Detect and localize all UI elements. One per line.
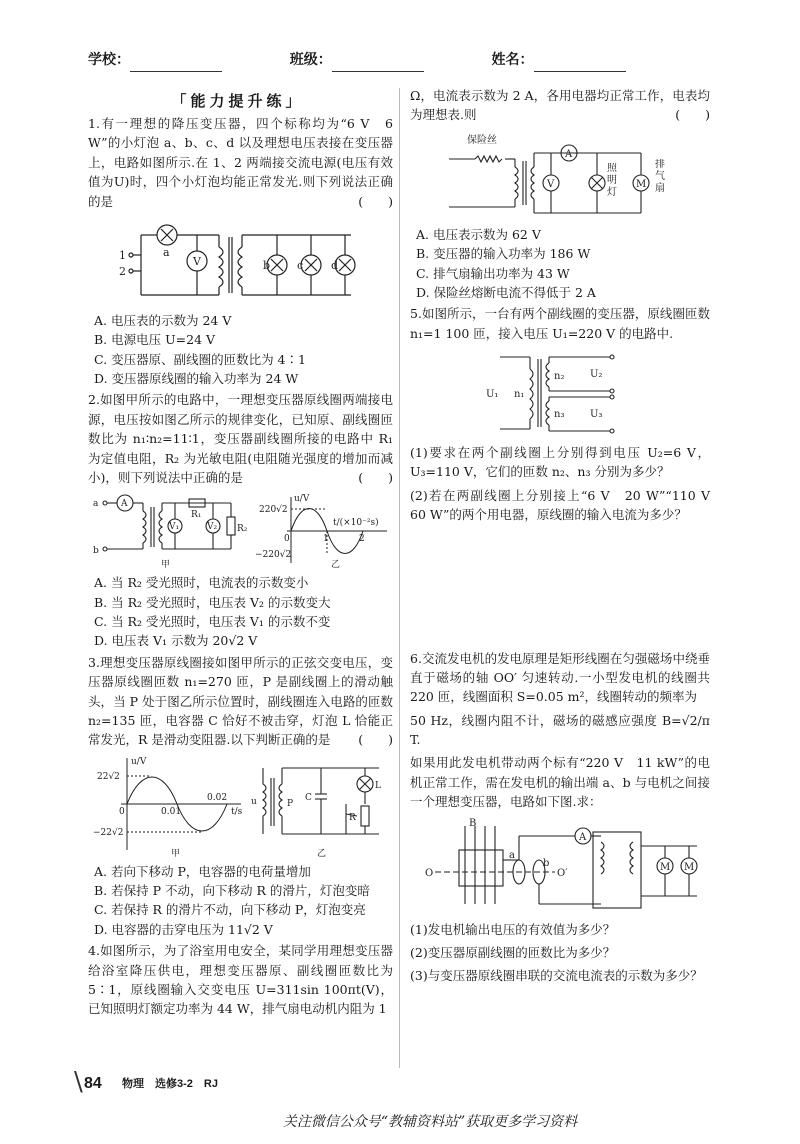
q2-tick-2: 2 — [358, 534, 365, 545]
q3-tick-2: 0.02 — [206, 792, 227, 803]
q2-origin: 0 — [283, 534, 290, 545]
q2-label-v1: V₁ — [168, 522, 179, 533]
q3-axis-x: t/s — [230, 806, 242, 817]
q1-terminal-2: 2 — [118, 264, 126, 278]
q2-caption-yi: 乙 — [330, 560, 340, 570]
footer-slash-decoration: \ — [74, 1067, 83, 1097]
q1-label-d: d — [330, 258, 338, 272]
q6-subquestion-3: (3)与变压器原线圈串联的交流电流表的示数为多少？ — [410, 968, 703, 984]
q4-label-fan: 排气扇 — [655, 158, 665, 194]
q2-label-v2: V₂ — [206, 522, 217, 533]
q2-option-a[interactable]: A. 当 R₂ 受光照时，电流表的示数变小 — [94, 575, 309, 591]
q5-answer-space[interactable] — [410, 529, 710, 649]
q5-subquestion-1: (1)要求在两个副线圈上分别得到电压 U₂=6 V，U₃=110 V，它们的匝数 n₂、n₃ 分别为多少？ — [410, 445, 710, 480]
question-6 — [410, 649, 710, 986]
question-1 — [88, 114, 393, 388]
q4-label-V: V — [547, 178, 555, 190]
class-label: 班级： — [289, 52, 332, 68]
name-label: 姓名： — [491, 52, 534, 68]
q1-answer-paren[interactable]: ( ) — [358, 193, 393, 209]
q2-caption-jia: 甲 — [160, 560, 170, 570]
q2-label-r1: R₁ — [190, 510, 201, 521]
q3-figure — [91, 754, 391, 858]
q4-answer-paren[interactable]: ( ) — [675, 107, 710, 123]
q6-label-O-prime: O′ — [557, 867, 568, 879]
q2-option-c[interactable]: C. 当 R₂ 受光照时，电压表 V₁ 的示数不变 — [94, 614, 331, 629]
q1-option-a[interactable]: A. 电压表的示数为 24 V — [94, 312, 232, 328]
q3-text: 3.理想变压器原线圈接如图甲所示的正弦交变电压，变压器原线圈匝数 n₁=270 匝，P 是副线圈上的滑动触头，当 P 处于图乙所示位置时，副线圈连入电路的匝数 n₂=135 匝，电容器 C 恰好不被击穿，灯泡 L 恰能正常发光，R 是滑动变阻器.以下判断正确的是 — [88, 654, 393, 748]
q4-label-lamp: 照明灯 — [607, 162, 617, 198]
q2-answer-paren[interactable]: ( ) — [358, 469, 393, 485]
q2-axis-y: u/V — [293, 494, 309, 505]
q1-label-v: V — [192, 254, 201, 268]
q5-label-u3: U₃ — [590, 409, 603, 420]
q1-label-c: c — [296, 258, 303, 272]
q6-label-b: b — [543, 857, 550, 869]
q4-label-fuse: 保险丝 — [467, 134, 497, 146]
q5-subquestion-2: (2)若在两副线圈上分别接上“6 V 20 W”“110 V 60 W”的两个用电器，原线圈的输入电流为多少？ — [410, 487, 723, 523]
q3-caption-jia: 甲 — [170, 848, 180, 858]
q4-option-b[interactable]: B. 变压器的输入功率为 186 W — [416, 246, 591, 262]
q2-axis-x: t/(×10⁻²s) — [332, 518, 379, 529]
q6-label-M2: M — [684, 861, 695, 873]
q1-option-d[interactable]: D. 变压器原线圈的输入功率为 24 W — [94, 371, 299, 386]
q2-tick-1: 1 — [322, 534, 329, 545]
q5-label-u1: U₁ — [486, 389, 499, 400]
q2-label-r2: R₂ — [236, 524, 247, 535]
q4-option-a[interactable]: A. 电压表示数为 62 V — [416, 226, 541, 242]
q3-option-a[interactable]: A. 若向下移动 P，电容器的电荷量增加 — [94, 863, 311, 879]
q2-figure — [91, 491, 391, 569]
student-info-header — [88, 50, 728, 74]
question-4-start — [88, 941, 393, 1019]
q5-label-n3: n₃ — [554, 409, 565, 420]
q2-option-b[interactable]: B. 当 R₂ 受光照时，电压表 V₂ 的示数变大 — [94, 594, 331, 610]
column-divider — [399, 88, 400, 1068]
q1-option-b[interactable]: B. 电源电压 U=24 V — [94, 332, 216, 348]
name-blank[interactable] — [534, 55, 626, 72]
question-3 — [88, 653, 393, 939]
q6-label-B: B — [469, 817, 477, 829]
q3-label-l: L — [374, 780, 381, 791]
q3-ymin: −22√2 — [92, 827, 123, 838]
q2-voltage-graph — [287, 497, 387, 563]
q1-terminal-1: 1 — [118, 248, 126, 262]
q6-generator-figure — [415, 816, 705, 916]
right-column — [410, 86, 723, 990]
q3-tick-1: 0.01 — [160, 806, 181, 817]
q2-text: 2.如图甲所示的电路中，一理想变压器原线圈两端接电源，电压按如图乙所示的规律变化，已知原、副线圈匝数比为 n₁∶n₂=11∶1，变压器副线圈所接的电路中 R₁ 为定值电阻，R₂ 为光敏电阻(电阻随光强度的增加而减小)，则下列说法中正确的是 — [88, 392, 393, 485]
left-column — [88, 114, 393, 1023]
q3-axis-y: u/V — [130, 756, 146, 767]
handwritten-footnote: 关注微信公众号“教辅资料站”获取更多学习资料 — [282, 1114, 578, 1130]
subject-label: 物理 选修3-2 RJ — [122, 1078, 218, 1090]
q3-label-c: C — [304, 792, 312, 803]
question-4-cont — [410, 86, 710, 302]
q2-ymin: −220√2 — [254, 550, 291, 561]
q2-ymax: 220√2 — [258, 505, 288, 516]
q3-label-r: R — [348, 812, 356, 823]
q6-label-M1: M — [660, 861, 671, 873]
q5-transformer-figure — [480, 347, 640, 439]
q6-text-1: 6.交流发电机的发电原理是矩形线圈在匀强磁场中绕垂直于磁场的轴 OO′ 匀速转动.一小型发电机的线圈共 220 匝，线圈面积 S=0.05 m²，线圈转动的频率为 — [410, 650, 710, 705]
q2-label-A: A — [120, 499, 127, 510]
q3-option-c[interactable]: C. 若保持 R 的滑片不动，向下移动 P，灯泡变亮 — [94, 902, 366, 918]
q3-ymax: 22√2 — [96, 771, 120, 782]
q4-option-c[interactable]: C. 排气扇输出功率为 43 W — [416, 265, 570, 281]
q4-text-right: Ω，电流表示数为 2 A，各用电器均正常工作，电表均为理想表.则 — [410, 88, 710, 123]
class-blank[interactable] — [332, 55, 424, 72]
q1-circuit-figure — [111, 215, 371, 307]
question-2 — [88, 390, 393, 650]
q3-option-d[interactable]: D. 电容器的击穿电压为 11√2 V — [94, 921, 273, 937]
q2-label-b: b — [92, 546, 99, 557]
q4-text-left: 4.如图所示，为了浴室用电安全，某同学用理想变压器给浴室降压供电，理想变压器原、副线圈匝数比为 5∶1，原线圈输入交变电压 U=311sin 100πt(V)，已知照明灯额定功率为 44 W，排气扇电动机内阻为 1 — [88, 943, 393, 1017]
school-label: 学校： — [88, 52, 130, 68]
q3-answer-paren[interactable]: ( ) — [358, 732, 393, 748]
q2-option-d[interactable]: D. 电压表 V₁ 示数为 20√2 V — [94, 633, 258, 649]
q6-subquestion-2: (2)变压器原副线圈的匝数比为多少？ — [410, 944, 616, 960]
q4-label-M: M — [636, 178, 647, 190]
q1-text: 1.有一理想的降压变压器，四个标称均为“6 V 6 W”的小灯泡 a、b、c、d 以及理想电压表接在变压器上，电路如图所示.在 1、2 两端接交流电源(电压有效值为U)时，四个小灯泡均能正常发光.则下列说法正确的是 — [88, 116, 393, 209]
q3-label-p: P — [286, 798, 293, 809]
q3-voltage-graph — [118, 758, 241, 850]
q6-text-2: 50 Hz，线圈内阻不计，磁场的磁感应强度 B=√2/π T. — [410, 712, 710, 747]
q4-circuit-figure — [445, 129, 675, 221]
q3-origin: 0 — [118, 806, 125, 817]
section-title: 「能力提升练」 — [171, 92, 305, 110]
q3-caption-yi: 乙 — [316, 848, 326, 858]
q6-label-O: O — [425, 867, 434, 879]
q5-label-u2: U₂ — [590, 369, 603, 380]
question-5 — [410, 304, 723, 648]
q5-text: 5.如图所示，一台有两个副线圈的变压器，原线圈匝数 n₁=1 100 匝，接入电压 U₁=220 V 的电路中. — [410, 306, 710, 341]
q1-label-a: a — [162, 245, 170, 259]
q6-label-A: A — [579, 831, 587, 843]
q1-label-b: b — [262, 258, 270, 272]
q5-label-n2: n₂ — [554, 371, 565, 382]
q5-label-n1: n₁ — [514, 389, 525, 400]
q2-label-a: a — [92, 499, 98, 510]
q4-label-A: A — [565, 148, 573, 160]
q1-option-c[interactable]: C. 变压器原、副线圈的匝数比为 4∶1 — [94, 351, 306, 367]
q3-label-u: u — [250, 796, 257, 807]
page-number: 84 — [84, 1075, 102, 1092]
school-blank[interactable] — [130, 55, 222, 72]
q6-subquestion-1: (1)发电机输出电压的有效值为多少？ — [410, 921, 616, 937]
q4-option-d[interactable]: D. 保险丝熔断电流不得低于 2 A — [416, 284, 596, 300]
q4-fuse — [475, 156, 502, 162]
q3-option-b[interactable]: B. 若保持 P 不动，向下移动 R 的滑片，灯泡变暗 — [94, 883, 370, 898]
q6-label-a: a — [509, 849, 515, 861]
q6-text-3: 如果用此发电机带动两个标有“220 V 11 kW”的电机正常工作，需在发电机的输出端 a、b 与电机之间接一个理想变压器，电路如下图.求： — [410, 755, 710, 810]
